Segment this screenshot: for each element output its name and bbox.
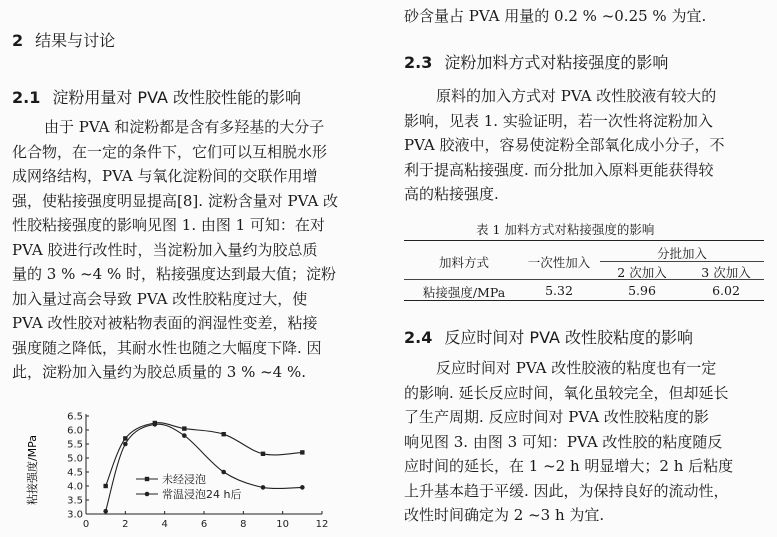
table-header-two: 2 次加入: [617, 265, 667, 280]
data-point-circle: [300, 485, 305, 490]
paragraph-line: 量的 3 % ~4 % 时，粘接强度达到最大值；淀粉: [12, 265, 337, 283]
paragraph-line: 强度随之降低，其耐水性也随之大幅度下降. 因: [12, 338, 322, 357]
table-row-label: 粘接强度/MPa: [422, 285, 506, 300]
legend-marker-square: [145, 477, 149, 481]
section-2-4-heading: 2.4 反应时间对 PVA 改性胶粘度的影响: [404, 328, 694, 347]
paragraph-line: 上升基本趋于平缓. 因此，为保持良好的流动性，: [404, 481, 729, 500]
paragraph-line: 性胶粘接强度的影响见图 1. 由图 1 可知：在对: [12, 216, 325, 234]
table-header-three: 3 次加入: [701, 265, 751, 280]
paragraph-line: 强，使粘接强度明显提高[8]. 淀粉含量对 PVA 改: [12, 191, 339, 210]
figure-1-chart: [12, 404, 342, 537]
table-1: [404, 240, 764, 302]
table-header-batch: 分批加入: [656, 246, 707, 261]
paragraph-line: 反应时间对 PVA 改性胶液的粘度也有一定: [436, 359, 717, 377]
section-2-3-paragraph: [404, 84, 768, 207]
legend-label: 常温浸泡24 h后: [162, 488, 242, 501]
data-point-circle: [103, 509, 108, 514]
x-tick-label: 0: [82, 519, 90, 530]
continued-line: 砂含量占 PVA 用量的 0.2 % ~0.25 % 为宜.: [404, 7, 707, 25]
y-tick-label: 4.0: [67, 481, 83, 493]
paragraph-line: 原料的加入方式对 PVA 改性胶液有较大的: [436, 87, 717, 105]
data-point-square: [261, 452, 265, 456]
legend-label: 未经浸泡: [162, 473, 206, 486]
x-tick-label: 10: [276, 519, 290, 530]
y-tick-label: 6.5: [67, 411, 83, 423]
paragraph-line: 了生产周期. 反应时间对 PVA 改性胶粘度的影: [404, 408, 709, 426]
section-2-1-paragraph: [12, 115, 372, 385]
table-header-method: 加料方式: [438, 255, 489, 270]
x-tick-label: 8: [240, 519, 247, 530]
data-point-square: [300, 450, 304, 454]
paragraph-line: 化合物，在一定的条件下，它们可以互相脱水形: [12, 142, 328, 161]
paragraph-line: 响见图 3. 由图 3 可知：PVA 改性胶的粘度随反: [404, 432, 723, 451]
data-point-square: [103, 484, 107, 488]
x-tick-label: 6: [200, 519, 208, 530]
data-point-circle: [123, 442, 128, 447]
data-point-square: [182, 426, 186, 430]
x-tick-label: 12: [315, 519, 329, 530]
paragraph-line: 的影响. 延长反应时间，氧化虽较完全，但却延长: [404, 383, 729, 402]
paragraph-line: 高的粘接强度.: [404, 185, 499, 203]
section-2-3-heading: 2.3 淀粉加料方式对粘接强度的影响: [404, 53, 669, 72]
legend-marker-circle: [145, 492, 150, 497]
y-tick-label: 4.5: [67, 467, 83, 479]
table-value-two: 5.96: [628, 283, 656, 298]
data-point-circle: [153, 422, 158, 427]
data-point-square: [221, 432, 225, 436]
x-tick-label: 2: [122, 519, 129, 530]
paragraph-line: 此，淀粉加入量约为胶总质量的 3 % ~4 %.: [12, 363, 307, 381]
paragraph-line: 利于提高粘接强度. 而分批加入原料更能获得较: [404, 160, 714, 179]
data-point-square: [123, 436, 127, 440]
section-2-heading: 2 结果与讨论: [12, 31, 116, 50]
y-tick-label: 5.5: [67, 439, 83, 451]
paragraph-line: 由于 PVA 和淀粉都是含有多羟基的大分子: [44, 118, 325, 136]
y-tick-label: 6.0: [67, 425, 83, 437]
paragraph-line: PVA 胶进行改性时，当淀粉加入量约为胶总质: [12, 240, 318, 259]
y-tick-label: 3.0: [67, 509, 83, 521]
table-value-three: 6.02: [712, 283, 740, 298]
paragraph-line: 成网络结构，PVA 与氧化淀粉间的交联作用增: [12, 167, 318, 185]
paragraph-line: 影响，见表 1. 实验证明，若一次性将淀粉加入: [404, 111, 713, 130]
paragraph-line: PVA 改性胶对被粘物表面的润湿性变差，粘接: [12, 314, 318, 332]
table-1-caption: 表 1 加料方式对粘接强度的影响: [476, 222, 655, 237]
paragraph-line: 改性时间确定为 2 ~3 h 为宜.: [404, 506, 605, 524]
x-tick-label: 4: [161, 519, 168, 530]
paragraph-line: PVA 胶液中，容易使淀粉全部氧化成小分子，不: [404, 136, 725, 154]
table-header-once: 一次性加入: [527, 255, 591, 270]
y-tick-label: 3.5: [67, 495, 83, 507]
section-2-1-heading: 2.1 淀粉用量对 PVA 改性胶性能的影响: [12, 88, 302, 107]
paragraph-line: 加入量过高会导致 PVA 改性胶粘度过大，使: [12, 289, 308, 308]
paragraph-line: 应时间的延长，在 1 ~2 h 明显增大；2 h 后粘度: [404, 457, 734, 475]
table-value-once: 5.32: [545, 283, 573, 298]
data-point-circle: [182, 433, 187, 438]
y-tick-label: 5.0: [67, 453, 83, 465]
y-axis-label: 粘接强度/MPa: [26, 434, 39, 506]
data-point-circle: [221, 470, 226, 475]
data-point-circle: [261, 485, 266, 490]
section-2-4-paragraph: [404, 356, 768, 528]
